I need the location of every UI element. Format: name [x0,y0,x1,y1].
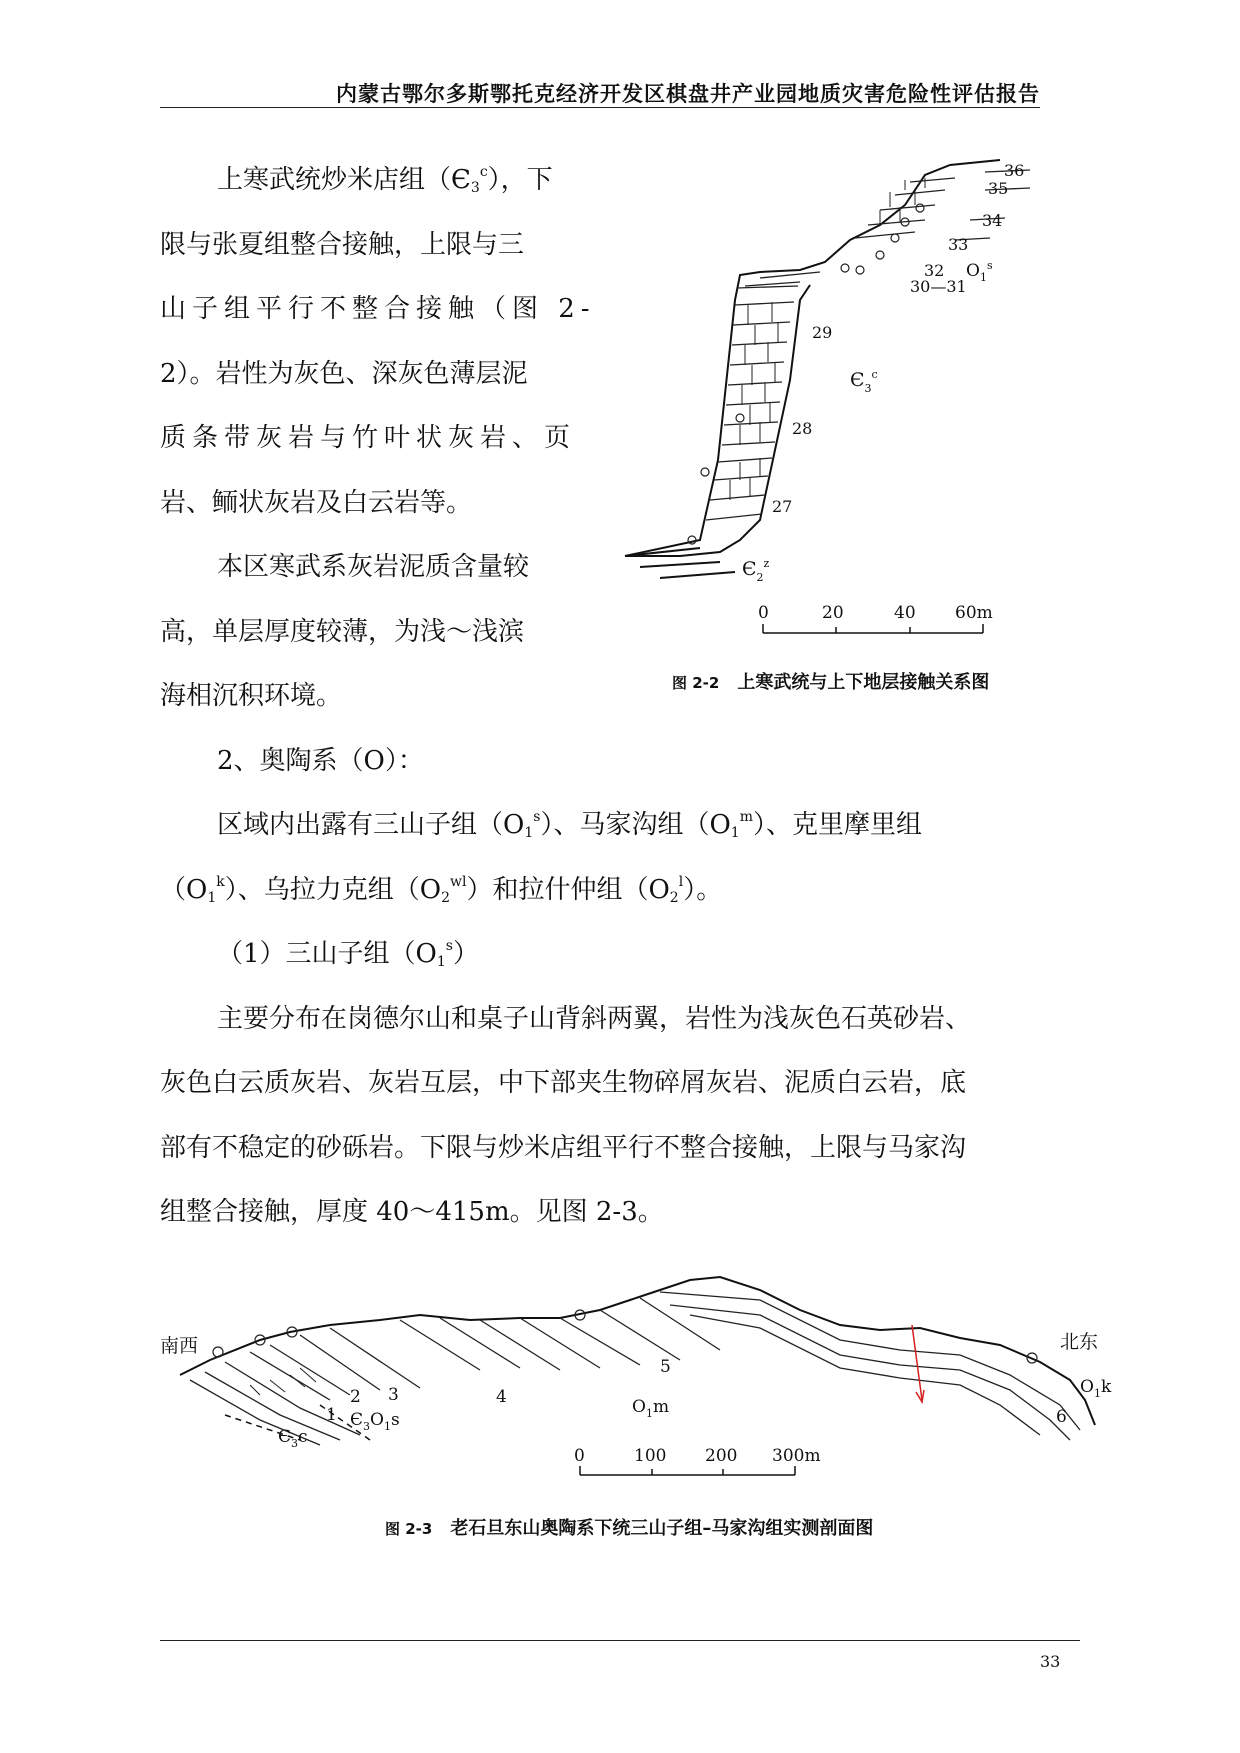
fig22-scale-20: 20 [822,603,844,623]
fig23-unit-e3o1s: $Є_3O_1s$ [350,1410,400,1433]
para4-line2: 灰色白云质灰岩、灰岩互层，中下部夹生物碎屑灰岩、泥质白云岩，底 [160,1068,967,1098]
fig23-layer-6: 6 [1056,1407,1067,1427]
fig23-scale-bar [580,1466,795,1475]
fig22-unit-e2z: $Є_2^z$ [742,557,770,584]
fig22-layer-29: 29 [812,323,833,342]
para2-line3: 海相沉积环境。 [160,681,343,711]
para1-line5: 质条带灰岩与竹叶状灰岩、页 [160,423,577,453]
para1-line4: 2）。岩性为灰色、深灰色薄层泥 [160,359,528,389]
fig23-unit-o1m: $O_1m$ [632,1397,670,1420]
fig23-layer-3: 3 [388,1385,399,1405]
fig22-layer-35: 35 [988,179,1009,198]
fig22-unit-o1s: $O_1^s$ [966,259,993,284]
fig22-caption: 图 2-2 上寒武统与上下地层接触关系图 [672,672,990,693]
fig23-layer-2: 2 [350,1387,361,1407]
fig22-layer-32: 32 [924,261,945,280]
fig23-layer-5: 5 [660,1357,671,1377]
fig23-scale-200: 200 [705,1446,738,1466]
section-heading-ordovician: 2、奥陶系（O）： [217,746,424,776]
para4-line1: 主要分布在岗德尔山和桌子山背斜两翼，岩性为浅灰色石英砂岩、 [217,1004,972,1034]
fig23-fault-line [912,1325,922,1400]
fig22-unit-e3c: $Є_3^c$ [850,368,878,395]
fig23-scale-0: 0 [574,1446,585,1466]
fig22-layer-36: 36 [1004,161,1025,180]
fig23-unit-e3c: $Є_3c$ [278,1427,308,1450]
fig23-unit-o1k: $O_1k$ [1080,1377,1112,1400]
fig22-scale-60m: 60m [955,603,993,623]
page-number: 33 [1040,1652,1061,1671]
para1-line3: 山子组平行不整合接触（图 2- [160,294,596,324]
fig22-scale-0: 0 [758,603,769,623]
para1-line2: 限与张夏组整合接触，上限与三 [160,230,525,260]
fig22-cliff-outline [625,160,1003,556]
fig22-layer-33: 33 [948,235,969,254]
figure-2-2 [0,0,1240,720]
fig23-layer-4: 4 [496,1387,507,1407]
fig23-northeast-label: 北东 [1060,1331,1099,1353]
para4-line4: 组整合接触，厚度 40～415m。见图 2-3。 [160,1197,664,1227]
fig23-scale-100: 100 [634,1446,667,1466]
header-title: 内蒙古鄂尔多斯鄂托克经济开发区棋盘井产业园地质灾害危险性评估报告 [336,82,1040,106]
fig22-layer-34: 34 [982,211,1003,230]
fig23-layer-1: 1 [326,1405,337,1425]
figure-2-3 [0,1260,1240,1520]
para3-line2: $(O_1^k)$、乌拉力克组$(O_2^{wl})$和拉什仲组$(O_2^l)$。 [160,874,723,906]
para1-line1: 上寒武统炒米店组$(Є_3^c)$，下 [217,164,553,196]
para2-line1: 本区寒武系灰岩泥质含量较 [217,552,530,582]
para4-line3: 部有不稳定的砂砾岩。下限与炒米店组平行不整合接触，上限与马家沟 [160,1133,967,1163]
fig23-southwest-label: 南西 [160,1335,199,1357]
fig23-scale-300m: 300m [772,1446,821,1466]
fig22-scale-40: 40 [894,603,916,623]
fig22-scale-bar [763,624,983,633]
subsection-sanshanzi: （1）三山子组$(O_1^s)$ [217,938,479,970]
fig22-layer-28: 28 [792,419,813,438]
fig23-caption: 图 2-3 老石旦东山奥陶系下统三山子组–马家沟组实测剖面图 [385,1518,874,1539]
fig22-layer-30-31: 30—31 [910,277,967,296]
para3-line1: 区域内出露有三山子组$(O_1^s)$、马家沟组$(O_1^m)$、克里摩里组 [217,809,922,841]
fig22-layer-27: 27 [772,497,793,516]
footer-rule [160,1640,1080,1641]
para2-line2: 高，单层厚度较薄，为浅～浅滨 [160,617,525,647]
para1-line6: 岩、鲕状灰岩及白云岩等。 [160,488,473,518]
